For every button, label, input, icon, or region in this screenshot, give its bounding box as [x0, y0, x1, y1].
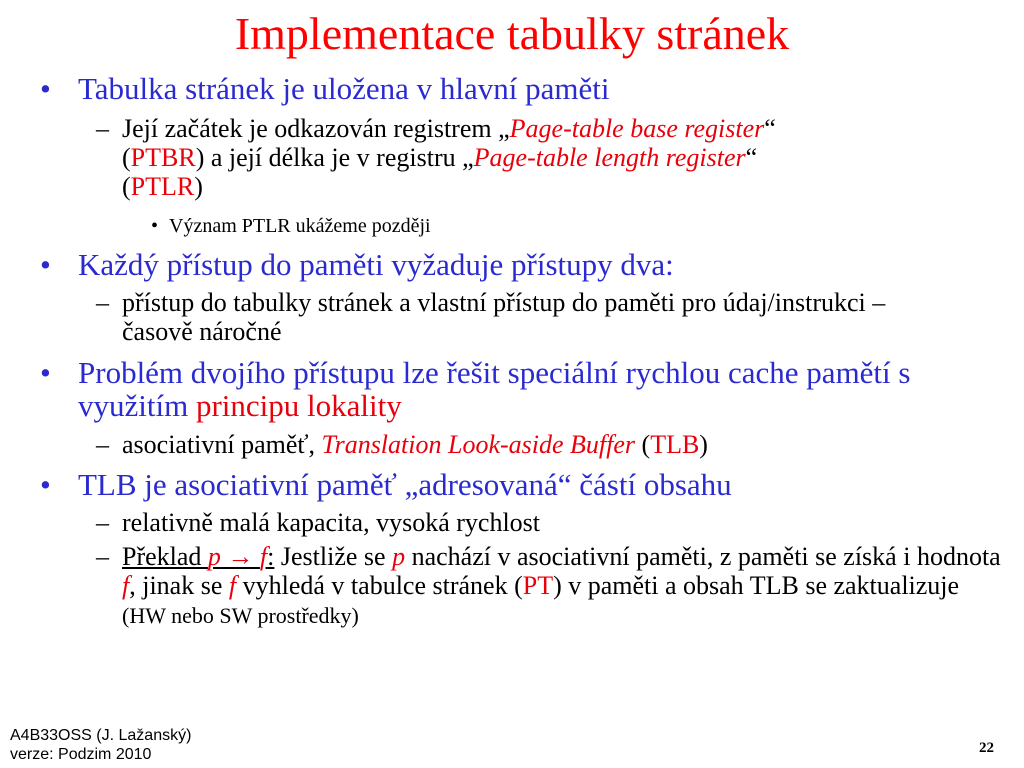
principle-of-locality: principu lokality: [195, 388, 402, 423]
ptbr-term: Page-table base register: [509, 114, 765, 143]
text-part: “: [745, 143, 758, 172]
text-part: nachází v asociativní paměti, z paměti se získá i hodnota: [405, 542, 1001, 571]
text-part: ) v paměti a obsah TLB se zaktualizuje: [553, 571, 960, 600]
text-part: ): [699, 430, 708, 459]
pt-abbr: PT: [522, 571, 554, 600]
text-part: Její začátek je odkazován registrem „: [122, 114, 510, 143]
bullet-1-text: Tabulka stránek je uložena v hlavní paměti: [78, 71, 610, 106]
page-number: 22: [979, 740, 994, 756]
hw-sw-note: (HW nebo SW prostředky): [122, 603, 359, 628]
sub-bullet-text: přístup do tabulky stránek a vlastní přístup do paměti pro údaj/instrukci – časově náročné: [122, 288, 886, 346]
dash-icon: –: [96, 114, 109, 143]
dash-icon: –: [96, 430, 109, 459]
text-part: ): [194, 172, 203, 201]
sub-bullet-1-1: [96, 114, 1012, 201]
text-part: , jinak se: [129, 571, 229, 600]
text-part: “: [764, 114, 776, 143]
bullet-2: [40, 247, 1008, 282]
bullet-dot-icon: •: [151, 215, 159, 237]
text-part: :: [267, 542, 275, 571]
text-part: ) a její délka je v registru „: [195, 143, 474, 172]
var-p: p: [207, 542, 221, 571]
tlb-abbr: TLB: [650, 430, 700, 459]
bullet-4: [40, 467, 1008, 502]
sub-sub-bullet-1-1: [151, 214, 969, 238]
bullet-dot-icon: •: [40, 467, 51, 502]
sub-bullet-4-1: [96, 508, 1012, 537]
footer-version: verze: Podzim 2010: [10, 746, 152, 763]
bullet-dot-icon: •: [40, 247, 51, 282]
text-part: Jestliže se: [274, 542, 393, 571]
dash-icon: –: [96, 508, 109, 537]
footer: [10, 726, 191, 764]
var-f: f: [228, 571, 237, 600]
footer-course: A4B33OSS (J. Lažanský): [10, 727, 192, 744]
translation-label: [122, 542, 274, 571]
bullet-3-text: Problém dvojího přístupu lze řešit speciální rychlou cache pamětí s využitím: [78, 355, 911, 423]
bullet-4-text: TLB je asociativní paměť „adresovaná“ částí obsahu: [78, 467, 732, 502]
bullet-1: [40, 71, 1008, 106]
text-part: (: [122, 172, 131, 201]
arrow-icon: →: [220, 542, 260, 571]
sub-bullet-text: relativně malá kapacita, vysoká rychlost: [122, 508, 541, 537]
bullet-2-text: Každý přístup do paměti vyžaduje přístupy dva:: [78, 247, 674, 282]
sub-bullet-4-2: [96, 542, 1002, 630]
var-p: p: [392, 542, 406, 571]
ptbr-abbr: PTBR: [130, 143, 196, 172]
text-part: Překlad: [122, 542, 208, 571]
text-part: (: [122, 143, 131, 172]
text-part: vyhledá v tabulce stránek (: [236, 571, 523, 600]
sub-bullet-3-1: [96, 430, 1012, 459]
text-part: (: [635, 430, 651, 459]
tlb-term: Translation Look-aside Buffer: [321, 430, 636, 459]
sub-bullet-2-1: [96, 288, 922, 346]
text-part: asociativní paměť,: [122, 430, 322, 459]
dash-icon: –: [96, 288, 109, 317]
var-f: f: [122, 571, 130, 600]
ptlr-term: Page-table length register: [473, 143, 746, 172]
bullet-dot-icon: •: [40, 71, 51, 106]
var-f: f: [259, 542, 268, 571]
bullet-3: [40, 355, 1008, 423]
dash-icon: –: [96, 542, 109, 571]
bullet-dot-icon: •: [40, 355, 51, 390]
slide-title: Implementace tabulky stránek: [234, 8, 790, 59]
ptlr-abbr: PTLR: [130, 172, 195, 201]
sub-sub-bullet-text: Význam PTLR ukážeme později: [169, 215, 431, 237]
